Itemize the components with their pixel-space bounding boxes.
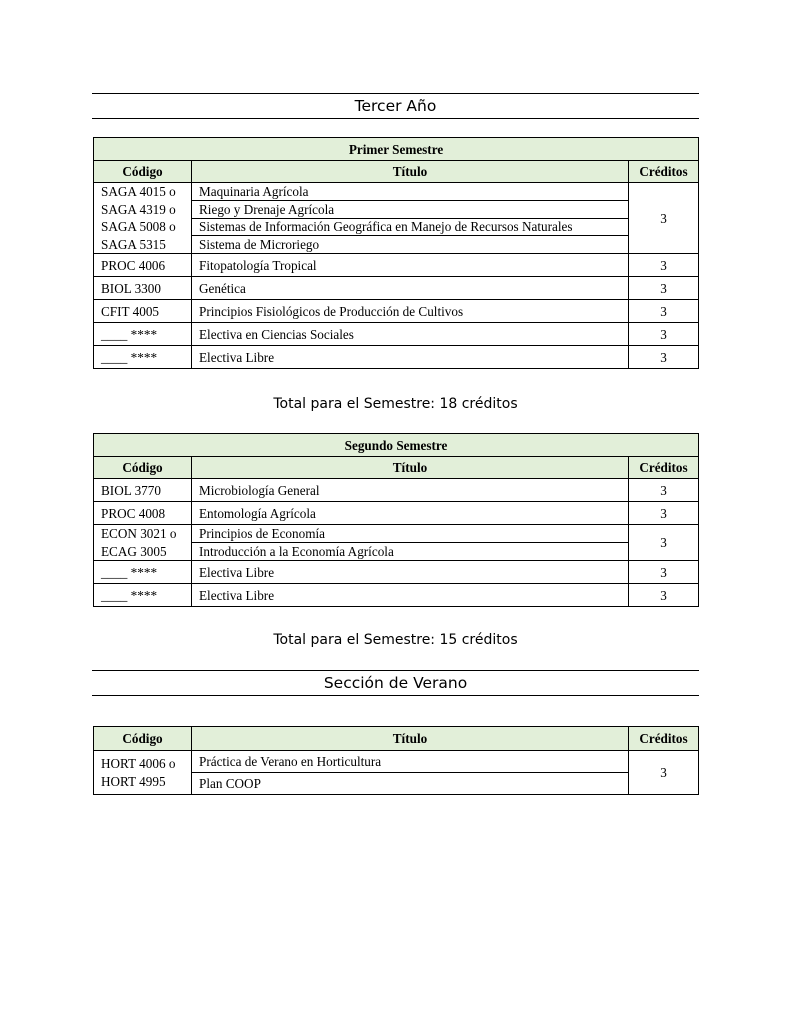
first-semester-total: Total para el Semestre: 18 créditos xyxy=(273,396,518,412)
column-header-code: Código xyxy=(94,727,192,751)
course-code: SAGA 5008 o xyxy=(101,219,176,234)
first-semester-table xyxy=(93,137,699,369)
course-title: Electiva Libre xyxy=(192,561,629,584)
course-title: Fitopatología Tropical xyxy=(192,254,629,277)
course-code: HORT 4006 o xyxy=(101,756,176,771)
course-title: Microbiología General xyxy=(192,479,629,502)
course-credits: 3 xyxy=(629,254,699,277)
course-code: ____ **** xyxy=(94,561,192,584)
course-credits: 3 xyxy=(628,479,698,502)
course-title: Práctica de Verano en Horticultura xyxy=(192,751,629,773)
course-credits: 3 xyxy=(629,323,699,346)
column-header-title: Título xyxy=(192,161,629,183)
course-code: PROC 4006 xyxy=(94,254,192,277)
column-header-credits: Créditos xyxy=(628,457,698,479)
course-code: SAGA 5315 xyxy=(101,236,166,252)
summer-table xyxy=(93,726,699,795)
semester-heading: Primer Semestre xyxy=(94,138,699,161)
course-title: Sistema de Microriego xyxy=(192,236,629,254)
course-code-group xyxy=(94,751,192,795)
course-title: Introducción a la Economía Agrícola xyxy=(192,543,629,561)
course-code: BIOL 3770 xyxy=(94,479,192,502)
course-credits: 3 xyxy=(629,300,699,323)
course-credits: 3 xyxy=(629,277,699,300)
course-code: ____ **** xyxy=(94,323,192,346)
course-title: Maquinaria Agrícola xyxy=(192,183,629,201)
course-code: SAGA 4319 o xyxy=(101,201,176,217)
course-code-group xyxy=(94,183,192,254)
course-title: Riego y Drenaje Agrícola xyxy=(192,200,629,218)
summer-heading: Sección de Verano xyxy=(92,670,699,696)
course-code: ECAG 3005 xyxy=(101,543,167,559)
course-title: Entomología Agrícola xyxy=(192,502,629,525)
course-title: Plan COOP xyxy=(192,773,629,795)
course-code: ____ **** xyxy=(94,346,192,369)
course-credits: 3 xyxy=(628,584,698,607)
course-credits: 3 xyxy=(628,561,698,584)
course-title: Electiva Libre xyxy=(192,346,629,369)
second-semester-table xyxy=(93,433,699,607)
course-code: SAGA 4015 o xyxy=(101,184,176,199)
course-code: PROC 4008 xyxy=(94,502,192,525)
course-credits: 3 xyxy=(629,346,699,369)
course-credits: 3 xyxy=(628,502,698,525)
course-code: ECON 3021 o xyxy=(101,526,177,541)
course-title: Electiva en Ciencias Sociales xyxy=(192,323,629,346)
course-title: Sistemas de Información Geográfica en Manejo de Recursos Naturales xyxy=(192,218,629,236)
column-header-credits: Créditos xyxy=(629,161,699,183)
column-header-credits: Créditos xyxy=(629,727,699,751)
column-header-title: Título xyxy=(192,457,629,479)
course-code-group xyxy=(94,525,192,561)
course-code: CFIT 4005 xyxy=(94,300,192,323)
course-title: Principios Fisiológicos de Producción de Cultivos xyxy=(192,300,629,323)
course-credits: 3 xyxy=(629,751,699,795)
year-heading: Tercer Año xyxy=(92,93,699,119)
course-credits: 3 xyxy=(629,183,699,254)
second-semester-total: Total para el Semestre: 15 créditos xyxy=(273,632,518,648)
course-title: Principios de Economía xyxy=(192,525,629,543)
column-header-code: Código xyxy=(94,457,192,479)
course-code: HORT 4995 xyxy=(101,773,166,789)
semester-heading: Segundo Semestre xyxy=(94,434,699,457)
course-code: BIOL 3300 xyxy=(94,277,192,300)
column-header-title: Título xyxy=(192,727,629,751)
course-credits: 3 xyxy=(628,525,698,561)
column-header-code: Código xyxy=(94,161,192,183)
course-code: ____ **** xyxy=(94,584,192,607)
course-title: Genética xyxy=(192,277,629,300)
course-title: Electiva Libre xyxy=(192,584,629,607)
